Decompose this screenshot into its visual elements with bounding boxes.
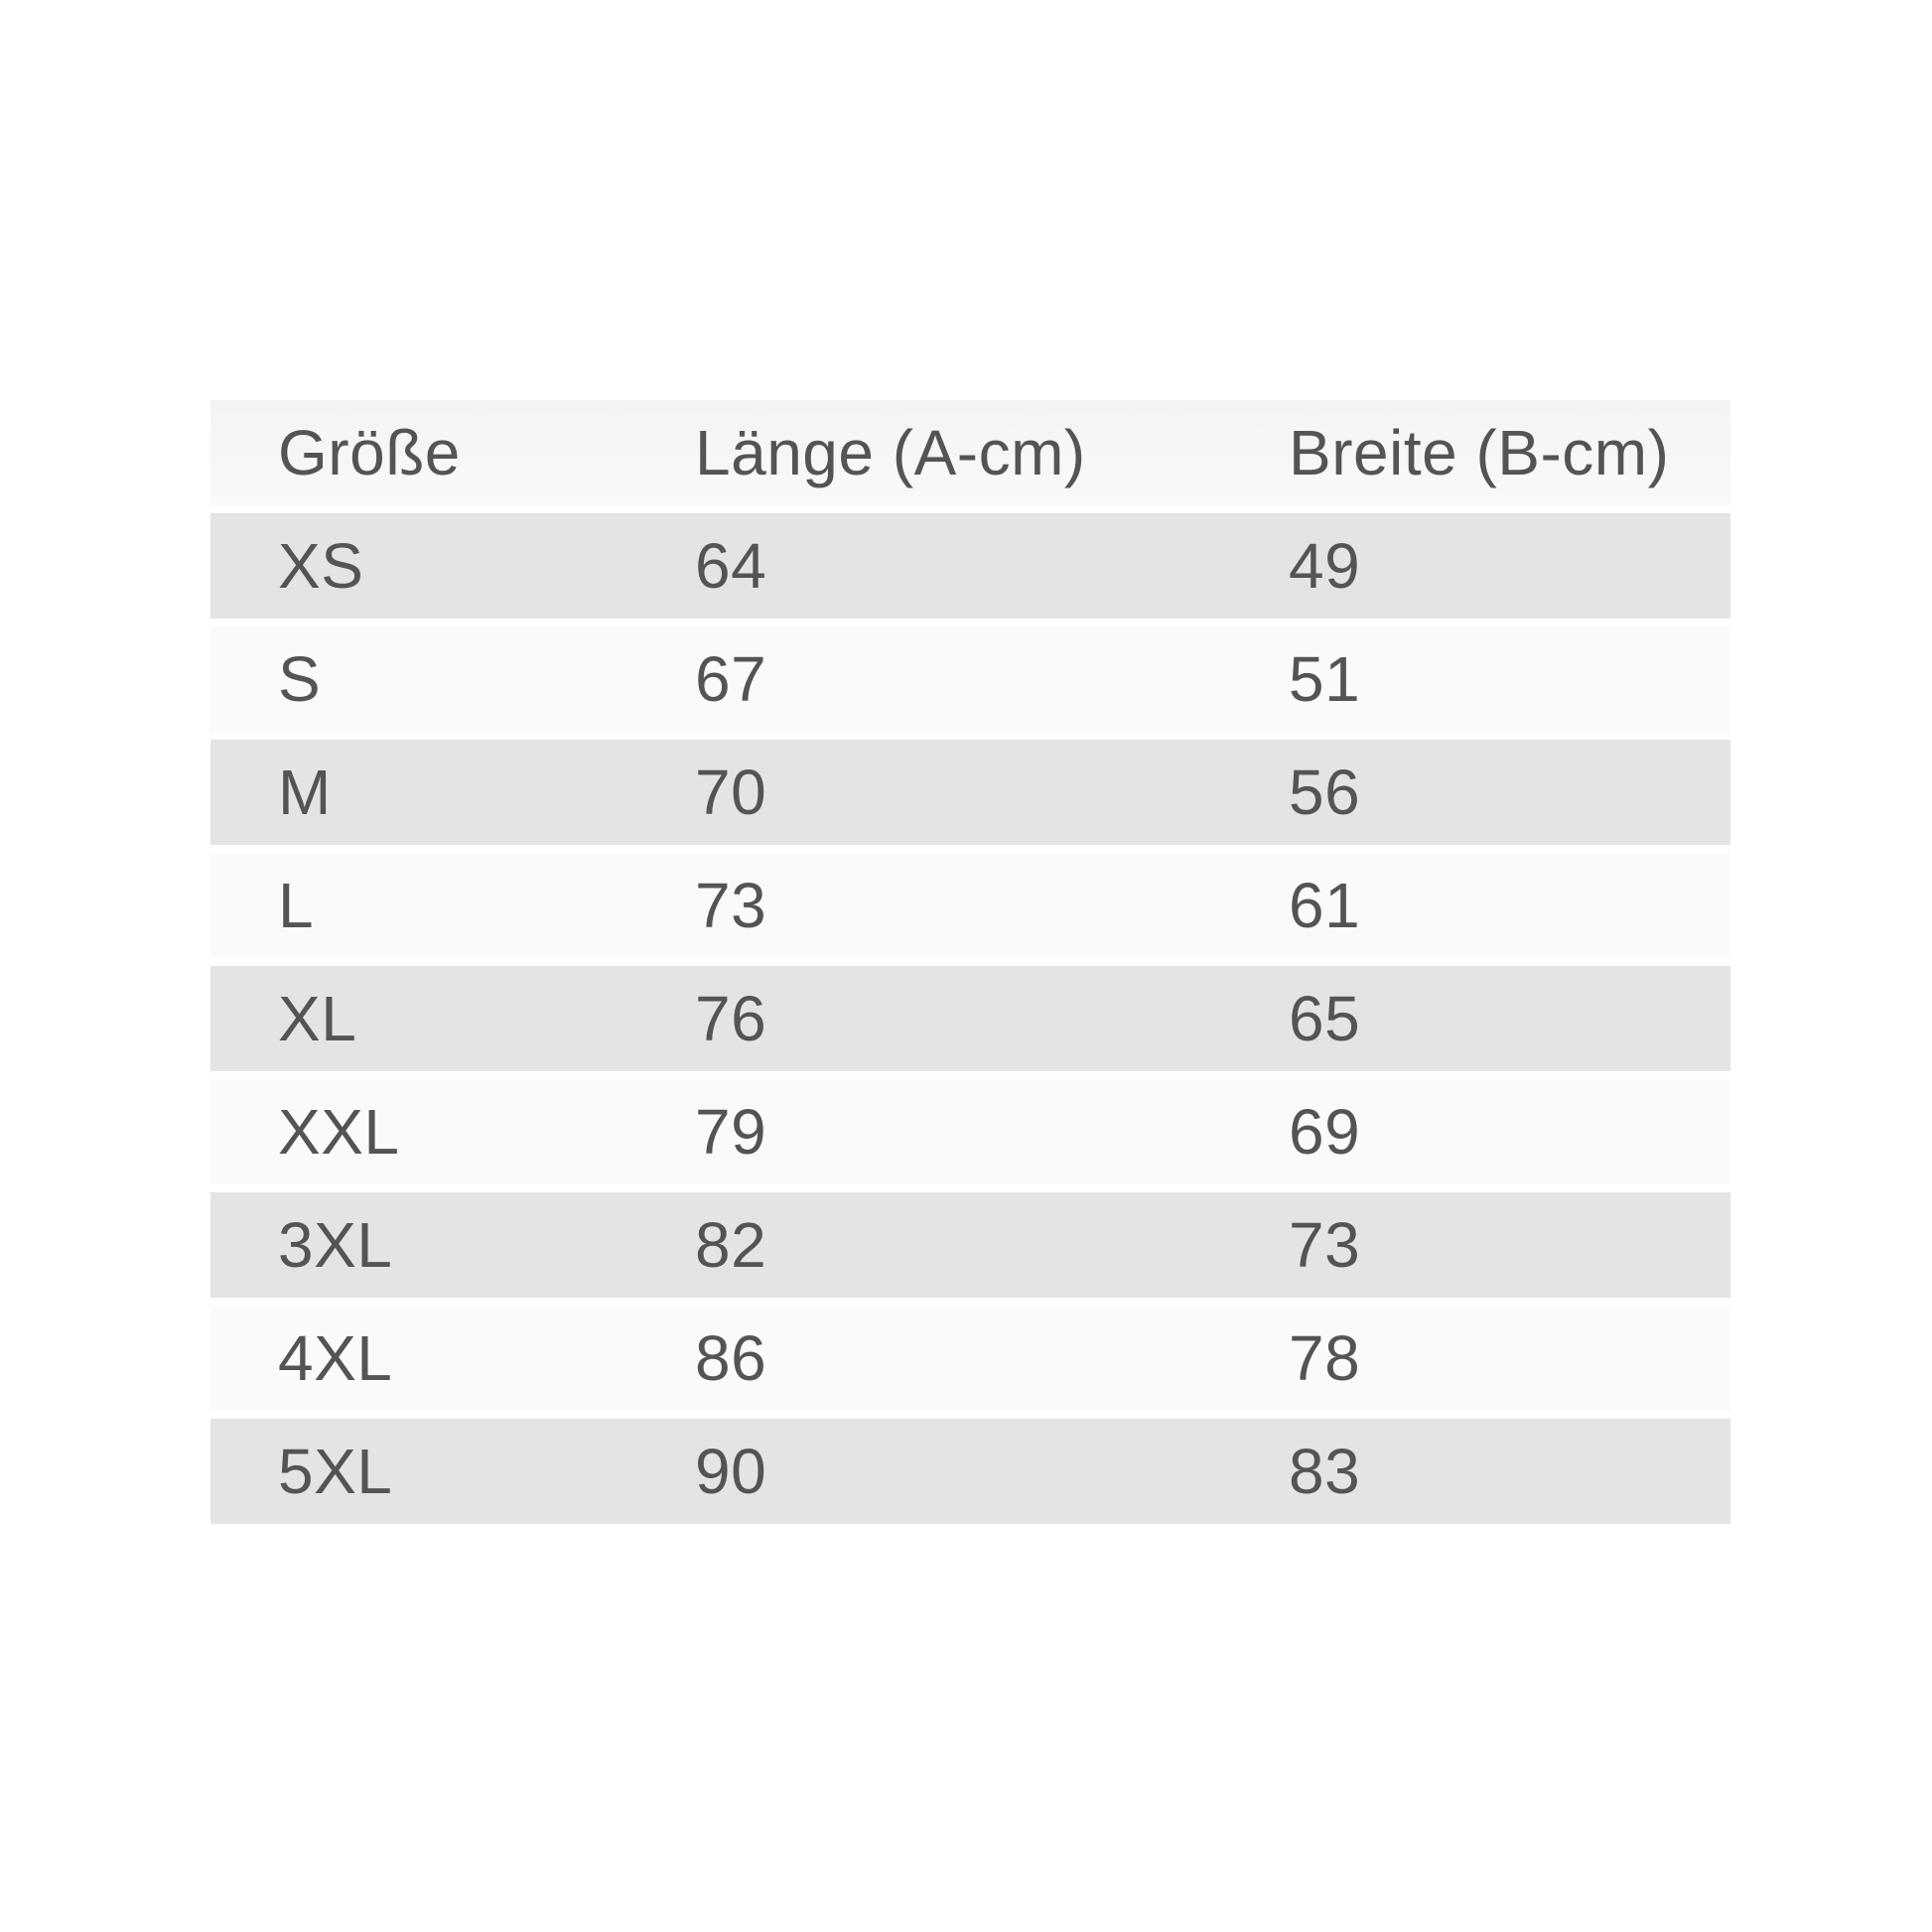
table-row-3xl: [210, 1192, 1730, 1298]
laenge-cell: 86: [695, 1322, 767, 1394]
table-row-s: [210, 626, 1730, 732]
size-chart-table: [210, 400, 1730, 1532]
laenge-cell: 73: [695, 870, 767, 941]
table-row-m: [210, 740, 1730, 845]
breite-cell: 61: [1289, 870, 1361, 941]
laenge-cell: 90: [695, 1436, 767, 1507]
laenge-cell: 82: [695, 1209, 767, 1281]
column-header-size: Größe: [278, 417, 461, 488]
laenge-cell: 76: [695, 983, 767, 1054]
size-cell: XXL: [278, 1096, 400, 1168]
breite-cell: 73: [1289, 1209, 1361, 1281]
breite-cell: 69: [1289, 1096, 1361, 1168]
size-cell: 4XL: [278, 1322, 393, 1394]
breite-cell: 56: [1289, 757, 1361, 828]
breite-cell: 83: [1289, 1436, 1361, 1507]
size-cell: 5XL: [278, 1436, 393, 1507]
size-cell: S: [278, 643, 322, 715]
table-header-row: [210, 400, 1730, 505]
table-row-l: [210, 853, 1730, 958]
laenge-cell: 79: [695, 1096, 767, 1168]
table-row-5xl: [210, 1419, 1730, 1524]
size-cell: XS: [278, 530, 364, 602]
breite-cell: 78: [1289, 1322, 1361, 1394]
breite-cell: 51: [1289, 643, 1361, 715]
laenge-cell: 64: [695, 530, 767, 602]
size-cell: L: [278, 870, 315, 941]
laenge-cell: 67: [695, 643, 767, 715]
table-row-4xl: [210, 1306, 1730, 1411]
breite-cell: 65: [1289, 983, 1361, 1054]
table-row-xs: [210, 513, 1730, 619]
size-cell: M: [278, 757, 332, 828]
breite-cell: 49: [1289, 530, 1361, 602]
table-row-xxl: [210, 1079, 1730, 1184]
laenge-cell: 70: [695, 757, 767, 828]
column-header-length: Länge (A-cm): [695, 417, 1086, 488]
table-row-xl: [210, 966, 1730, 1071]
size-cell: XL: [278, 983, 357, 1054]
size-cell: 3XL: [278, 1209, 393, 1281]
column-header-width: Breite (B-cm): [1289, 417, 1670, 488]
